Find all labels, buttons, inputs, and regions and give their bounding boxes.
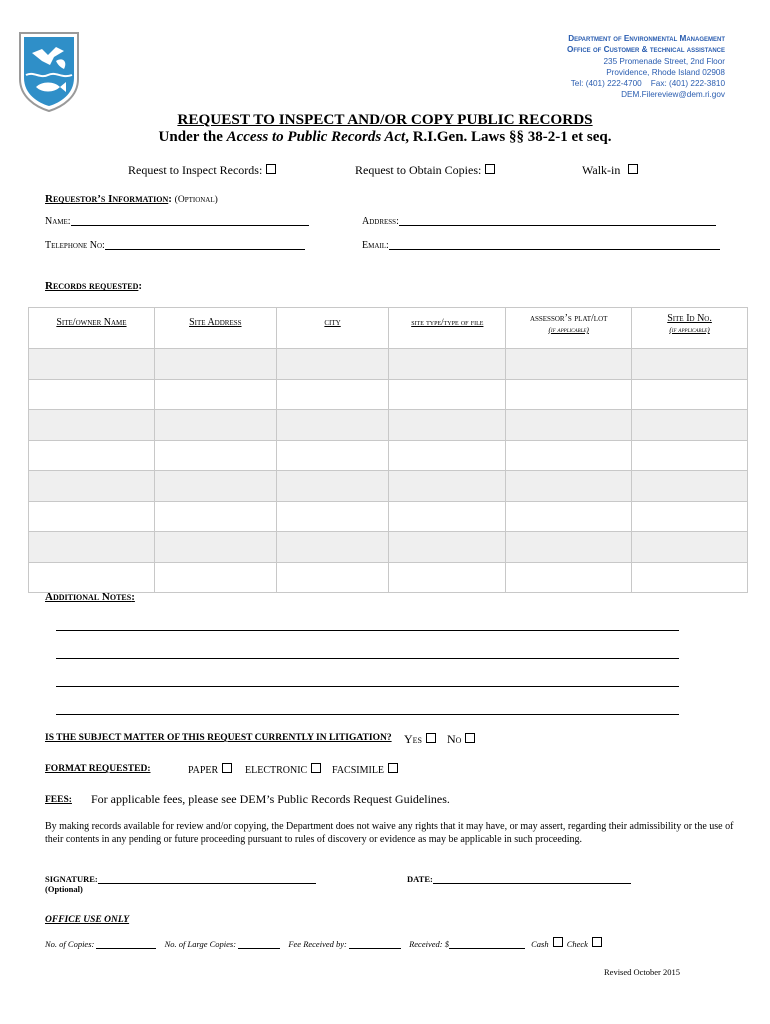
notes-line[interactable] <box>56 658 679 659</box>
table-row[interactable] <box>29 501 748 532</box>
fee-received-field[interactable]: Fee Received by: <box>288 939 401 949</box>
yes-checkbox[interactable] <box>426 733 436 743</box>
agency-header <box>567 33 725 101</box>
table-row[interactable] <box>29 410 748 441</box>
large-copies-field[interactable]: No. of Large Copies: <box>165 939 281 949</box>
check-checkbox[interactable] <box>592 937 602 947</box>
walkin-checkbox[interactable] <box>628 164 638 174</box>
signature-field[interactable]: SIGNATURE: <box>45 874 316 884</box>
electronic-checkbox[interactable] <box>311 763 321 773</box>
format-electronic[interactable]: ELECTRONIC <box>245 763 321 776</box>
copies-field[interactable]: No. of Copies: <box>45 939 156 949</box>
table-row[interactable] <box>29 440 748 471</box>
col-site-address: Site Address <box>154 308 276 349</box>
table-row[interactable] <box>29 379 748 410</box>
check-option[interactable]: Check <box>567 939 602 949</box>
additional-notes-heading: Additional Notes: <box>45 591 135 603</box>
address-line-2: Providence, Rhode Island 02908 <box>606 67 725 77</box>
table-row[interactable] <box>29 471 748 502</box>
requestor-heading: Requestor’s Information: (Optional) <box>45 193 218 205</box>
telephone-field[interactable]: Telephone No: <box>45 240 305 251</box>
fees-text: For applicable fees, please see DEM’s Public Records Request Guidelines. <box>91 792 450 806</box>
facsimile-checkbox[interactable] <box>388 763 398 773</box>
col-city: city <box>276 308 389 349</box>
table-row[interactable] <box>29 532 748 563</box>
received-amount-field[interactable]: Received: $ <box>409 939 525 949</box>
disclaimer: By making records available for review and/or copying, the Department does not waive any rights that it may have, or may assert, regarding their admissibility or the use of their contents in any pending or future proceeding pursuant to rules of discovery or evidence as may be applicable in such proceeding. <box>45 821 734 845</box>
no-checkbox[interactable] <box>465 733 475 743</box>
litigation-question: IS THE SUBJECT MATTER OF THIS REQUEST CURRENTLY IN LITIGATION? <box>45 733 392 743</box>
notes-line[interactable] <box>56 630 679 631</box>
col-site-owner-name: Site/owner Name <box>29 308 155 349</box>
request-walkin[interactable]: Walk-in <box>582 163 638 178</box>
form-subtitle: Under the Access to Public Records Act, R.I.Gen. Laws §§ 38-2-1 et seq. <box>158 129 612 145</box>
form-title: REQUEST TO INSPECT AND/OR COPY PUBLIC RECORDS <box>177 111 593 128</box>
phone-fax: Tel: (401) 222-4700 Fax: (401) 222-3810 <box>570 79 725 89</box>
email-field[interactable]: Email: <box>362 240 720 251</box>
format-label: FORMAT REQUESTED: <box>45 764 151 774</box>
fees-label: FEES: <box>45 795 72 805</box>
department-name: Department of Environmental Management <box>568 34 725 43</box>
table-row[interactable] <box>29 349 748 380</box>
cash-option[interactable]: Cash <box>531 939 562 949</box>
col-plat-lot: assessor’s plat/lot (if applicable) <box>506 308 632 349</box>
office-use-row <box>45 937 602 949</box>
cash-checkbox[interactable] <box>553 937 563 947</box>
revised-date: Revised October 2015 <box>604 967 681 977</box>
records-heading: Records requested: <box>45 280 143 292</box>
paper-checkbox[interactable] <box>222 763 232 773</box>
notes-line[interactable] <box>56 714 679 715</box>
inspect-checkbox[interactable] <box>266 164 276 174</box>
office-name: Office of Customer & technical assistance <box>566 45 725 55</box>
request-inspect[interactable]: Request to Inspect Records: <box>128 163 276 178</box>
format-paper[interactable]: PAPER <box>188 763 232 776</box>
dem-logo <box>18 31 80 113</box>
records-table <box>28 307 748 593</box>
request-copies[interactable]: Request to Obtain Copies: <box>355 163 495 178</box>
signature-optional: (Optional) <box>45 884 83 894</box>
notes-line[interactable] <box>56 686 679 687</box>
litigation-yes[interactable]: Yes <box>404 732 436 747</box>
col-site-id: Site Id No. (if applicable) <box>632 308 748 349</box>
copies-checkbox[interactable] <box>485 164 495 174</box>
name-field[interactable]: Name: <box>45 216 309 227</box>
office-use-heading: OFFICE USE ONLY <box>45 915 130 925</box>
address-line-1: 235 Promenade Street, 2nd Floor <box>603 56 725 66</box>
date-field[interactable]: DATE: <box>407 874 631 884</box>
litigation-no[interactable]: No <box>447 732 475 747</box>
table-row[interactable] <box>29 562 748 593</box>
col-site-type: site type/type of file <box>389 308 506 349</box>
address-field[interactable]: Address: <box>362 216 716 227</box>
agency-email: DEM.Filereview@dem.ri.gov <box>621 90 725 100</box>
format-facsimile[interactable]: FACSIMILE <box>332 763 398 776</box>
